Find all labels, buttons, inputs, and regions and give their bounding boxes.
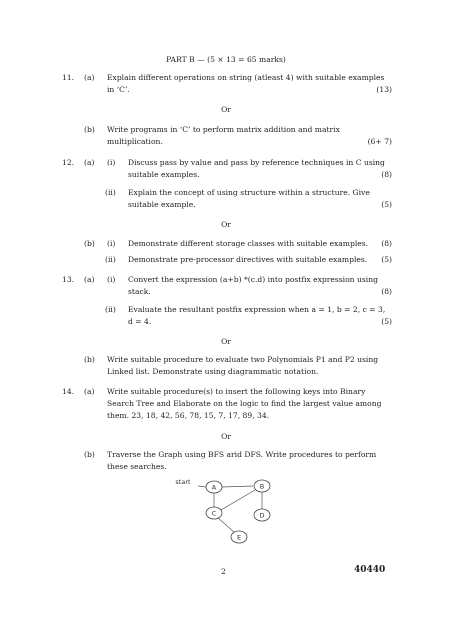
question-13a-label: (a)	[84, 275, 95, 284]
question-12b-ii-label: (ii)	[105, 255, 116, 264]
question-11a-label: (a)	[84, 73, 95, 82]
question-13a-ii-line-2: d = 4.	[128, 317, 152, 326]
edge-start-a	[198, 486, 206, 487]
question-13a-i-line-1: Convert the expression (a+b) *(c.d) into postfix expression using	[128, 275, 378, 284]
question-12a-i-label: (i)	[107, 158, 116, 167]
question-12a-i-line-2: suitable examples.	[128, 170, 200, 179]
or-separator: Or	[221, 337, 231, 346]
or-separator: Or	[221, 432, 231, 441]
question-14-number: 14.	[62, 387, 75, 396]
part-heading: PART B — (5 × 13 = 65 marks)	[166, 55, 286, 64]
question-12a-i-line-1: Discuss pass by value and pass by reference techniques in C using	[128, 158, 385, 167]
question-12a-i-marks: (8)	[381, 170, 392, 179]
edge-c-e	[218, 518, 234, 532]
or-separator: Or	[221, 220, 231, 229]
question-14b-label: (b)	[84, 450, 95, 459]
question-11b-label: (b)	[84, 125, 95, 134]
question-12a-ii-line-1: Explain the concept of using structure within a structure. Give	[128, 188, 370, 197]
question-12b-i-marks: (8)	[381, 239, 392, 248]
graph-node-a-label: A	[211, 483, 217, 492]
question-13b-label: (b)	[84, 355, 95, 364]
document-code: 40440	[354, 565, 386, 575]
question-13a-ii-marks: (5)	[381, 317, 392, 326]
edge-a-b	[222, 486, 253, 487]
question-12b-ii-marks: (5)	[381, 255, 392, 264]
question-14a-label: (a)	[84, 387, 95, 396]
question-12b-i-label: (i)	[107, 239, 116, 248]
question-11b-line-1: Write programs in ‘C’ to perform matrix addition and matrix	[107, 125, 340, 134]
or-separator: Or	[221, 105, 231, 114]
question-13-number: 13.	[62, 275, 75, 284]
question-12-number: 12.	[62, 158, 75, 167]
graph-node-c-label: C	[211, 509, 217, 518]
question-13a-i-line-2: stack.	[128, 287, 151, 296]
question-13a-ii-line-1: Evaluate the resultant postfix expression when a = 1, b = 2, c = 3,	[128, 305, 386, 314]
question-12a-label: (a)	[84, 158, 95, 167]
graph-node-b-label: B	[259, 482, 265, 491]
question-13a-i-label: (i)	[107, 275, 116, 284]
graph-diagram	[170, 472, 290, 546]
question-13b-line-1: Write suitable procedure to evaluate two Polynomials P1 and P2 using	[107, 355, 379, 364]
question-12b-i-line-1: Demonstrate different storage classes with suitable examples.	[128, 239, 369, 248]
question-14a-line-3: them. 23, 18, 42, 56, 78, 15, 7, 17, 89, 34.	[107, 411, 270, 420]
question-11a-line-1: Explain different operations on string (atleast 4) with suitable examples	[107, 73, 385, 82]
question-11a-marks: (13)	[376, 85, 392, 94]
page-number: 2	[221, 567, 226, 576]
graph-node-e-label: E	[236, 533, 242, 542]
graph-node-d-label: D	[259, 511, 265, 520]
edge-c-b	[221, 490, 255, 510]
question-11a-line-2: in ‘C’.	[107, 85, 130, 94]
question-12b-ii-line-1: Demonstrate pre-processor directives with suitable examples.	[128, 255, 368, 264]
question-13a-ii-label: (ii)	[105, 305, 116, 314]
question-13b-line-2: Linked list. Demonstrate using diagrammatic notation.	[107, 367, 319, 376]
question-13a-i-marks: (8)	[381, 287, 392, 296]
question-11b-line-2: multiplication.	[107, 137, 163, 146]
question-12a-ii-line-2: suitable example.	[128, 200, 196, 209]
question-11b-marks: (6+ 7)	[367, 137, 392, 146]
question-14b-line-2: these searches.	[107, 462, 167, 471]
question-12a-ii-marks: (5)	[381, 200, 392, 209]
question-14b-line-1: Traverse the Graph using BFS arid DFS. Write procedures to perform	[107, 450, 377, 459]
question-14a-line-1: Write suitable procedure(s) to insert the following keys into Binary	[107, 387, 366, 396]
question-11-number: 11.	[62, 73, 75, 82]
question-12a-ii-label: (ii)	[105, 188, 116, 197]
question-14a-line-2: Search Tree and Elaborate on the logic to find the largest value among	[107, 399, 382, 408]
question-12b-label: (b)	[84, 239, 95, 248]
graph-start-label: start	[175, 478, 191, 486]
